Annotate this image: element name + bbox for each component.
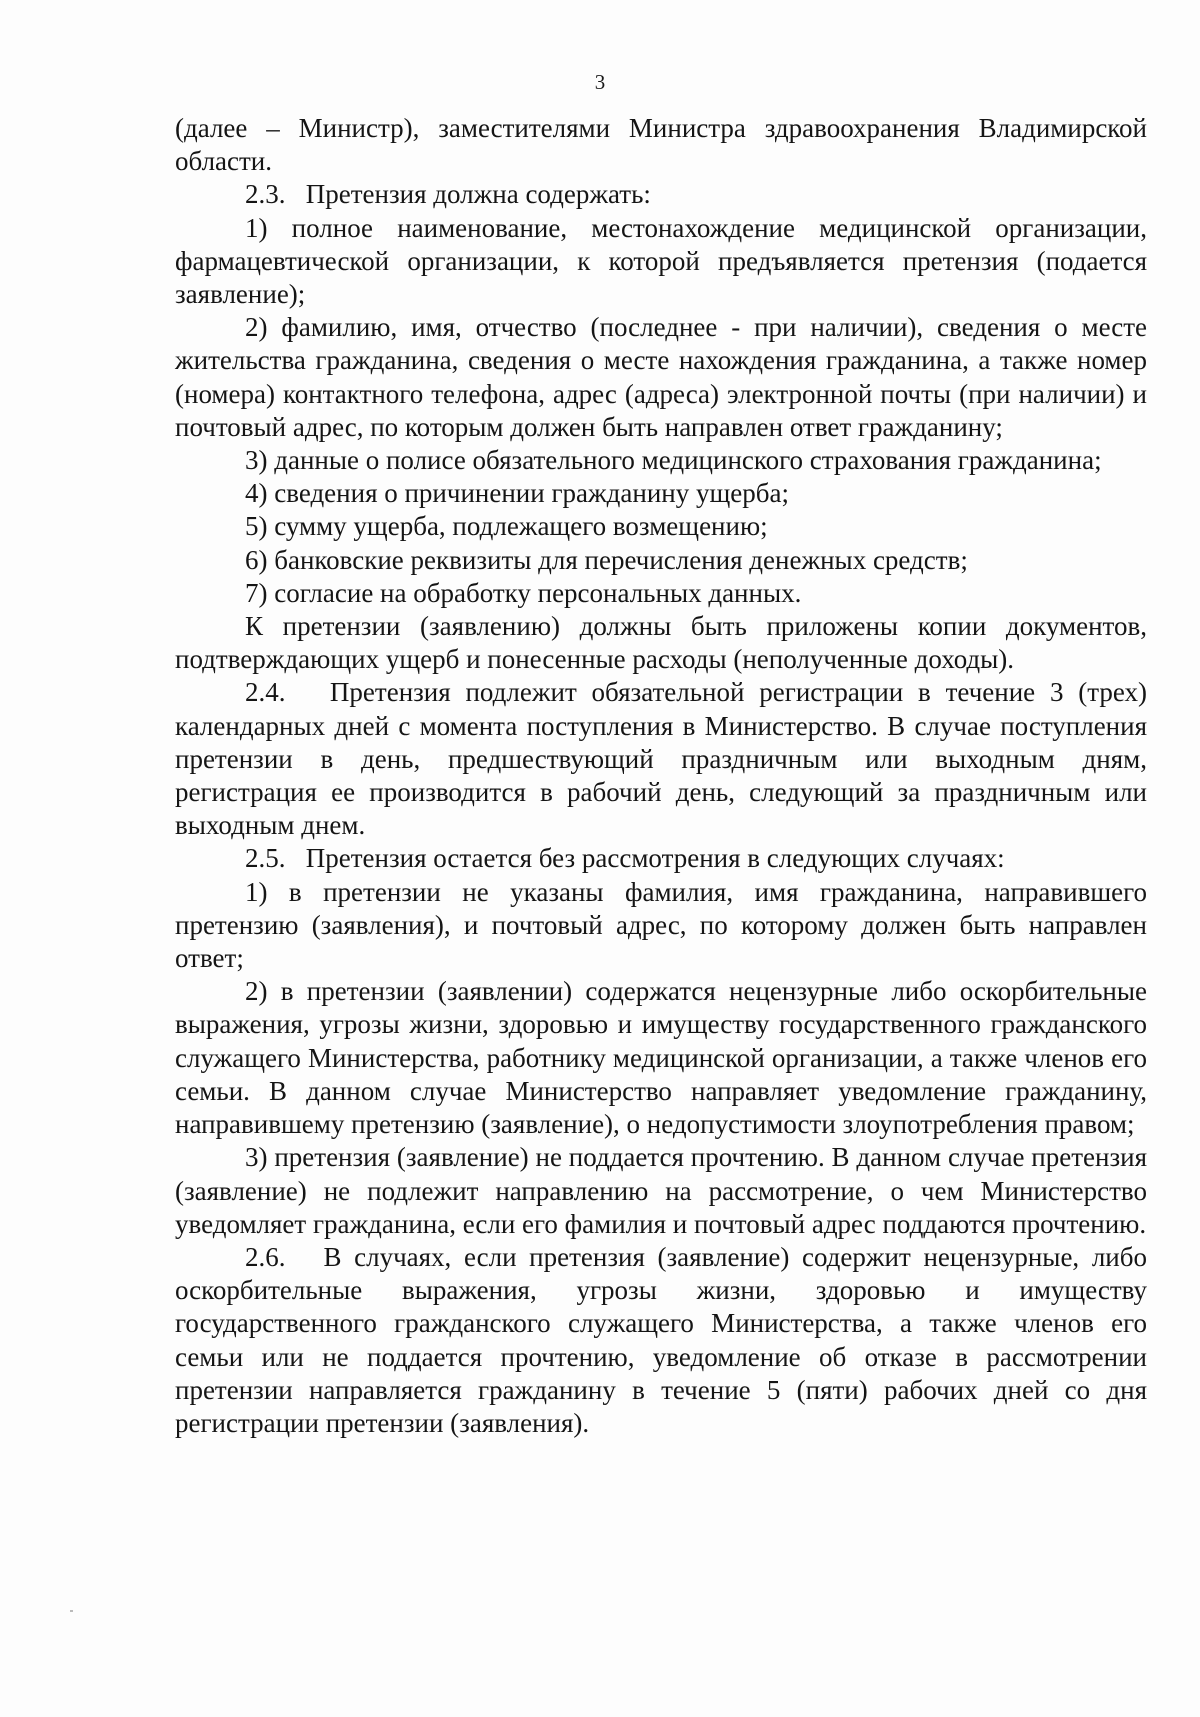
- paragraph-2-3-item-4: 4) сведения о причинении гражданину ущерба;: [245, 478, 789, 509]
- paragraph-2-6: 2.6. В случаях, если претензия (заявление) содержит нецензурные, либо оскорбительные выражения, угрозы жизни, здоровью и имуществу государственного гражданского служащего Министерства, а также членов его семьи или не поддается прочтению, уведомление об отказе в рассмотрении претензии направляется гражданину в течение 5 (пяти) рабочих дней со дня регистрации претензии (заявления).: [175, 1241, 1147, 1438]
- paragraph-2-3-attachments: К претензии (заявлению) должны быть приложены копии документов, подтверждающих ущерб и понесенные расходы (неполученные доходы).: [175, 611, 1147, 675]
- paragraph-2-5-item-2: 2) в претензии (заявлении) содержатся нецензурные либо оскорбительные выражения, угрозы жизни, здоровью и имуществу государственного гражданского служащего Министерства, работнику медицинской организации, а также членов его семьи. В данном случае Министерство направляет уведомление гражданину, направившему претензию (заявление), о недопустимости злоупотребления правом;: [175, 976, 1147, 1140]
- paragraph-2-4: 2.4. Претензия подлежит обязательной регистрации в течение 3 (трех) календарных дней с момента поступления в Министерство. В случае поступления претензии в день, предшествующий праздничным или выходным дням, регистрация ее производится в рабочий день, следующий за праздничным или выходным днем.: [175, 677, 1147, 841]
- paragraph-2-5-item-3: 3) претензия (заявление) не поддается прочтению. В данном случае претензия (заявление) не подлежит направлению на рассмотрение, о чем Министерство уведомляет гражданина, если его фамилия и почтовый адрес поддаются прочтению.: [175, 1142, 1147, 1239]
- paragraph-continuation: (далее – Министр), заместителями Министра здравоохранения Владимирской области.: [175, 113, 1147, 177]
- paragraph-2-3-item-3: 3) данные о полисе обязательного медицинского страхования гражданина;: [245, 445, 1102, 476]
- paragraph-2-3-item-2: 2) фамилию, имя, отчество (последнее - при наличии), сведения о месте жительства гражданина, сведения о месте нахождения гражданина, а также номер (номера) контактного телефона, адрес (адреса) электронной почты (при наличии) и почтовый адрес, по которым должен быть направлен ответ гражданину;: [175, 312, 1147, 442]
- paragraph-2-5-item-1: 1) в претензии не указаны фамилия, имя гражданина, направившего претензию (заявления), и почтовый адрес, по которому должен быть направлен ответ;: [175, 876, 1147, 974]
- paragraph-2-3-item-1: 1) полное наименование, местонахождение медицинской организации, фармацевтической организации, к которой предъявляется претензия (подается заявление);: [175, 212, 1147, 310]
- page-number: 3: [594, 70, 606, 94]
- paragraph-2-3-item-5: 5) сумму ущерба, подлежащего возмещению;: [245, 511, 768, 542]
- paragraph-2-5-heading: 2.5. Претензия остается без рассмотрения в следующих случаях:: [245, 843, 1005, 874]
- document-body: [175, 112, 1147, 1440]
- paragraph-2-3-item-6: 6) банковские реквизиты для перечисления денежных средств;: [245, 544, 968, 575]
- scan-artifact: [70, 1610, 73, 1612]
- paragraph-2-3-item-7: 7) согласие на обработку персональных данных.: [245, 577, 802, 608]
- paragraph-2-3-heading: 2.3. Претензия должна содержать:: [245, 179, 651, 210]
